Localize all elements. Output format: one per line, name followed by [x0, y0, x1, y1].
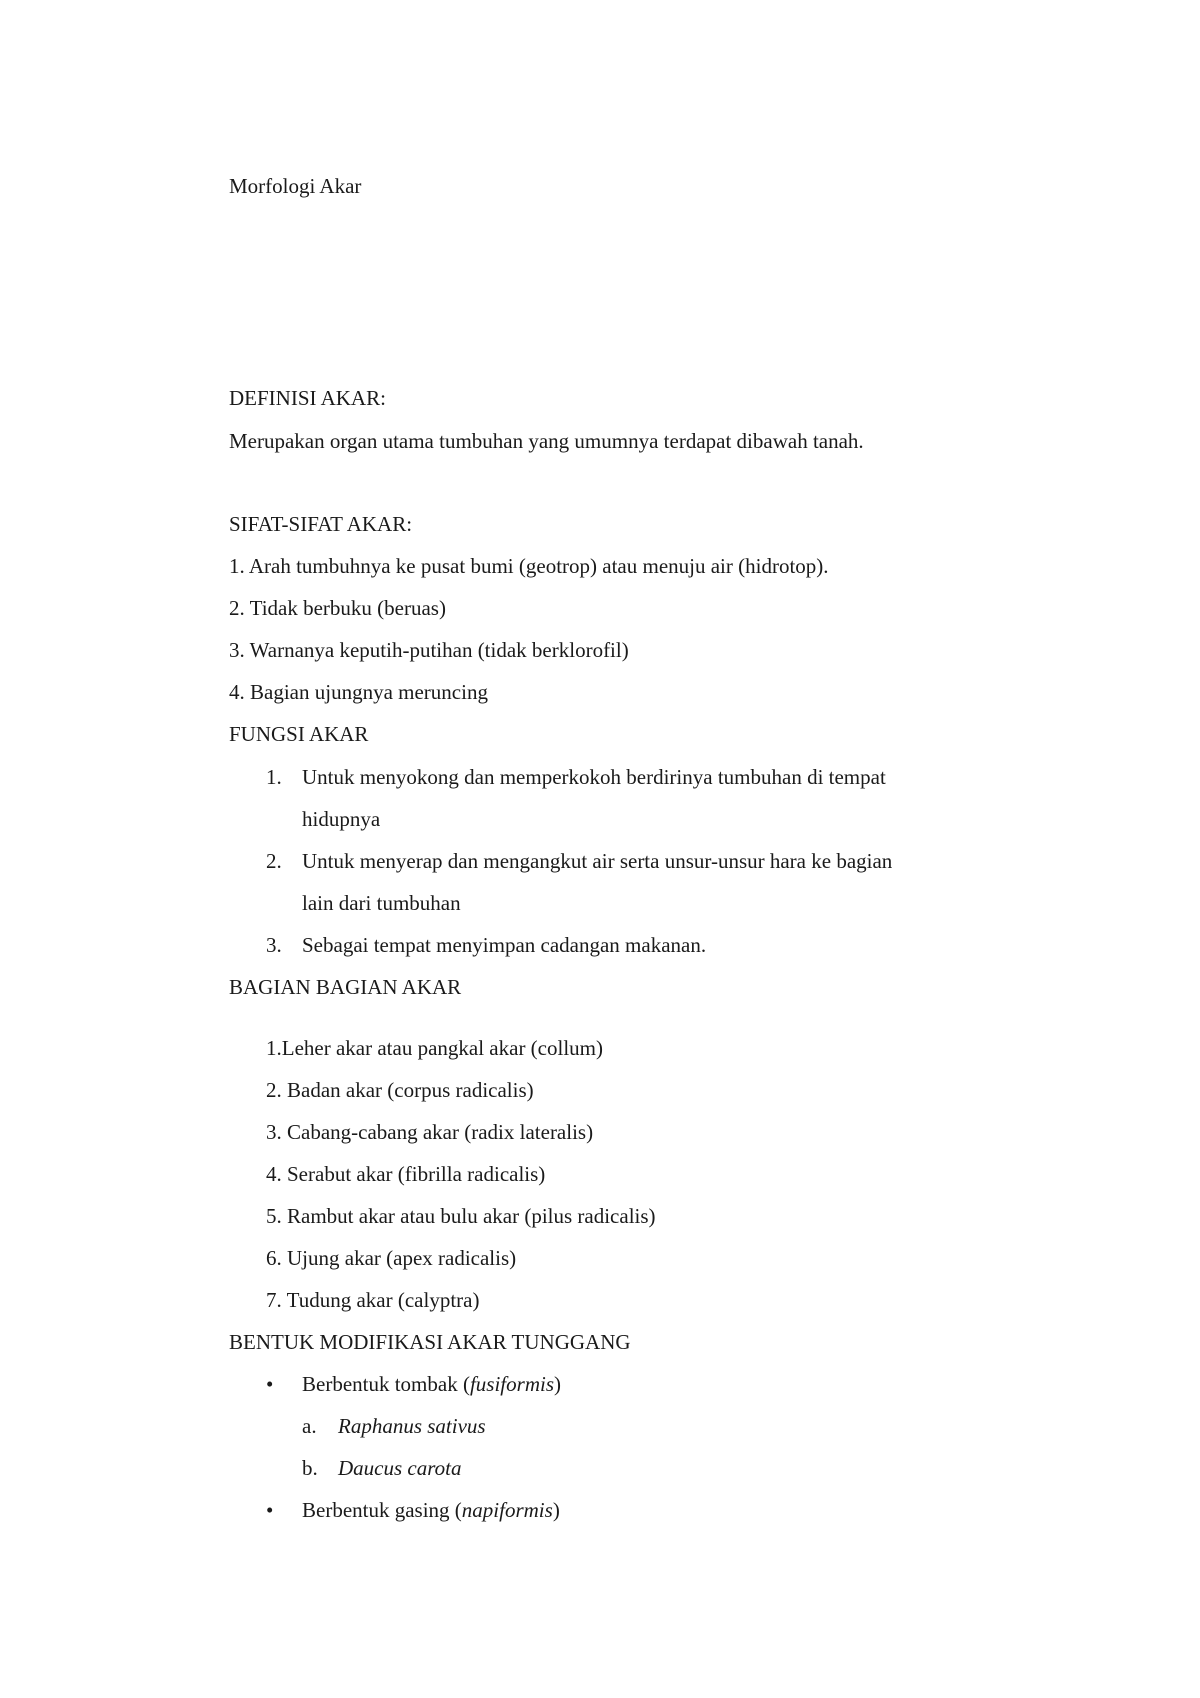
bagian-item: 6. Ujung akar (apex radicalis): [266, 1246, 517, 1270]
fungsi-item: [266, 851, 892, 872]
definisi-heading: DEFINISI AKAR:: [229, 386, 386, 410]
fungsi-item-number: 2.: [266, 849, 282, 873]
bagian-item: 3. Cabang-cabang akar (radix lateralis): [266, 1120, 594, 1144]
sifat-item: 4. Bagian ujungnya meruncing: [229, 680, 488, 704]
sifat-item: 1. Arah tumbuhnya ke pusat bumi (geotrop) atau menuju air (hidrotop).: [229, 554, 829, 578]
example-name: Raphanus sativus: [338, 1414, 486, 1438]
fungsi-item: [266, 767, 886, 788]
bagian-item: 1.Leher akar atau pangkal akar (collum): [266, 1036, 603, 1060]
fungsi-item-text: Untuk menyerap dan mengangkut air serta unsur-unsur hara ke bagian: [302, 849, 893, 873]
example-name: Daucus carota: [338, 1456, 462, 1480]
modifikasi-item-label: Berbentuk gasing (: [302, 1498, 462, 1522]
bagian-item: 4. Serabut akar (fibrilla radicalis): [266, 1162, 546, 1186]
modifikasi-item-label: Berbentuk tombak (: [302, 1372, 470, 1396]
modifikasi-heading: BENTUK MODIFIKASI AKAR TUNGGANG: [229, 1330, 631, 1354]
modifikasi-item-close: ): [554, 1372, 561, 1396]
bagian-item: 2. Badan akar (corpus radicalis): [266, 1078, 534, 1102]
sifat-item: 2. Tidak berbuku (beruas): [229, 596, 446, 620]
modifikasi-item-term: fusiformis: [469, 1372, 554, 1396]
bullet-icon: •: [266, 1372, 274, 1396]
sifat-item: 3. Warnanya keputih-putihan (tidak berklorofil): [229, 638, 629, 662]
fungsi-item-continuation: lain dari tumbuhan: [302, 891, 461, 915]
document-title: Morfologi Akar: [229, 174, 362, 198]
definisi-text: Merupakan organ utama tumbuhan yang umumnya terdapat dibawah tanah.: [229, 429, 864, 453]
sifat-heading: SIFAT-SIFAT AKAR:: [229, 512, 413, 536]
example-letter: b.: [302, 1456, 318, 1480]
bagian-heading: BAGIAN BAGIAN AKAR: [229, 975, 462, 999]
bullet-icon: •: [266, 1498, 274, 1522]
fungsi-item-number: 3.: [266, 933, 282, 957]
bagian-item: 5. Rambut akar atau bulu akar (pilus radicalis): [266, 1204, 656, 1228]
modifikasi-item: [266, 1500, 560, 1521]
example-item: [302, 1416, 486, 1437]
fungsi-item-text: Untuk menyokong dan memperkokoh berdirinya tumbuhan di tempat: [302, 765, 886, 789]
fungsi-heading: FUNGSI AKAR: [229, 722, 369, 746]
modifikasi-item: [266, 1374, 561, 1395]
example-item: [302, 1458, 461, 1479]
fungsi-item: [266, 935, 706, 956]
bagian-item: 7. Tudung akar (calyptra): [266, 1288, 480, 1312]
modifikasi-item-close: ): [552, 1498, 560, 1522]
fungsi-item-text: Sebagai tempat menyimpan cadangan makanan.: [302, 933, 707, 957]
fungsi-item-number: 1.: [266, 765, 282, 789]
example-letter: a.: [302, 1414, 317, 1438]
modifikasi-item-term: napiformis: [461, 1498, 553, 1522]
fungsi-item-continuation: hidupnya: [302, 807, 381, 831]
